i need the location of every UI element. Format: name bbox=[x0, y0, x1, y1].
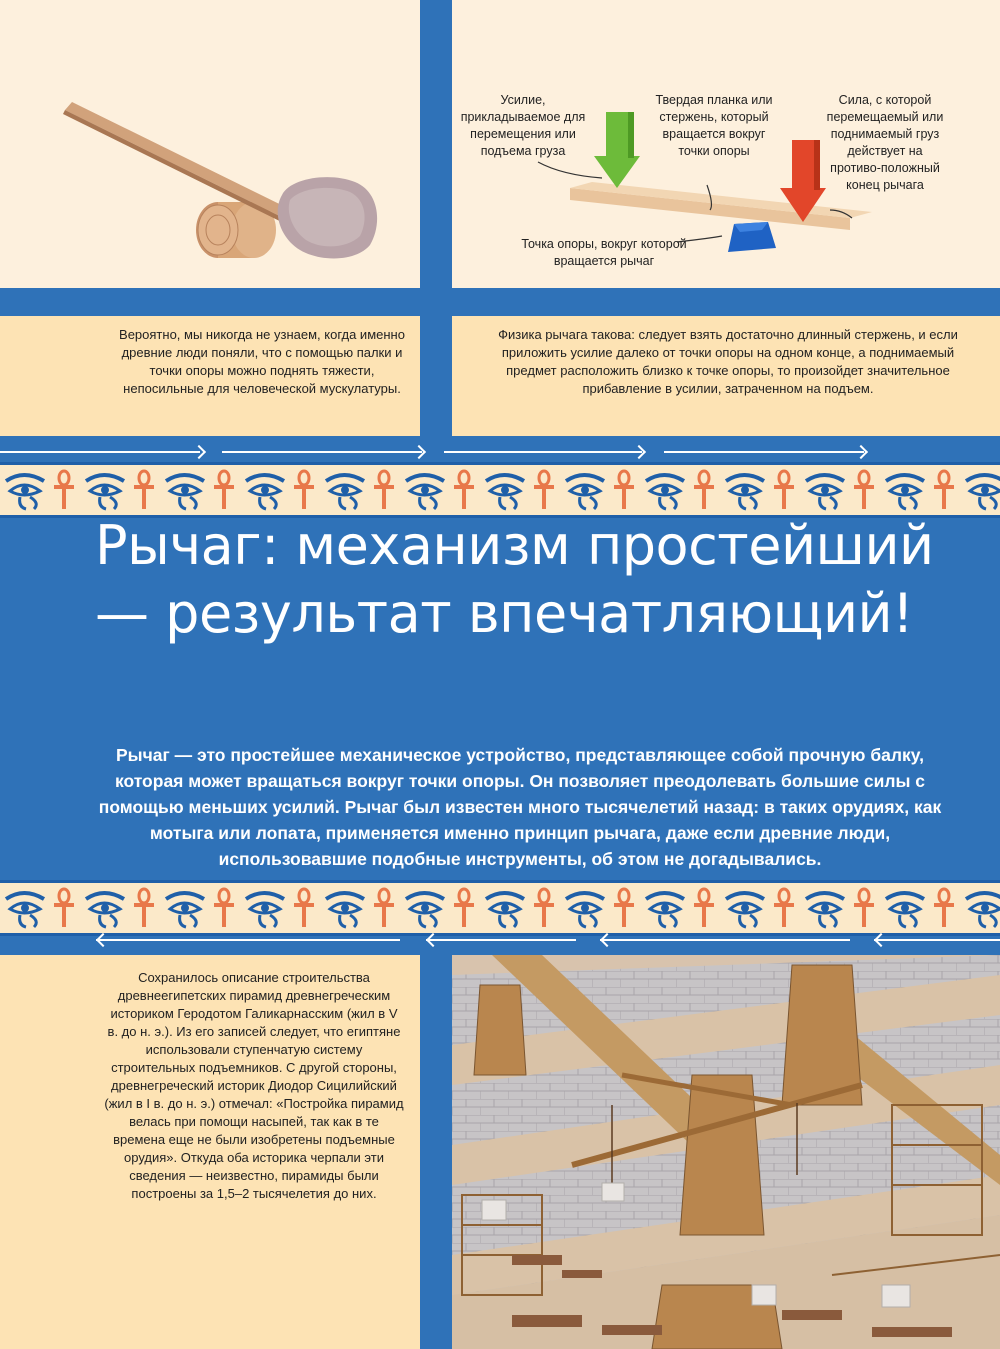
ankh-icon bbox=[934, 889, 954, 927]
eye-of-horus-icon bbox=[166, 893, 204, 927]
caption-panel-physics bbox=[452, 316, 1000, 436]
ankh-icon bbox=[614, 471, 634, 509]
eye-of-horus-icon bbox=[246, 893, 284, 927]
eye-of-horus-icon bbox=[966, 475, 1000, 509]
ankh-icon bbox=[614, 889, 634, 927]
stick-stone-illustration bbox=[0, 0, 420, 288]
ankh-icon bbox=[534, 889, 554, 927]
egyptian-frieze-top bbox=[0, 462, 1000, 518]
effort-arrow-icon bbox=[594, 112, 640, 188]
ankh-icon bbox=[694, 889, 714, 927]
ankh-icon bbox=[294, 471, 314, 509]
eye-of-horus-icon bbox=[646, 475, 684, 509]
fulcrum-label: Точка опоры, вокруг которой вращается рычаг bbox=[521, 237, 687, 268]
eye-of-horus-icon bbox=[886, 475, 924, 509]
eye-ankh-pattern bbox=[0, 883, 1000, 933]
ankh-icon bbox=[854, 889, 874, 927]
eye-of-horus-icon bbox=[726, 475, 764, 509]
ankh-icon bbox=[214, 889, 234, 927]
eye-of-horus-icon bbox=[726, 893, 764, 927]
eye-of-horus-icon bbox=[486, 893, 524, 927]
page-title: Рычаг: механизм простейший — результат впечатляющий! bbox=[95, 514, 934, 645]
eye-of-horus-icon bbox=[406, 893, 444, 927]
eye-of-horus-icon bbox=[86, 475, 124, 509]
ankh-icon bbox=[454, 889, 474, 927]
beam-label: Твердая планка или стержень, который вращается вокруг точки опоры bbox=[655, 93, 773, 158]
ankh-icon bbox=[454, 471, 474, 509]
caption-panel-ancient bbox=[0, 316, 420, 436]
ankh-icon bbox=[134, 889, 154, 927]
ankh-icon bbox=[534, 471, 554, 509]
egyptian-frieze-bottom bbox=[0, 880, 1000, 936]
eye-of-horus-icon bbox=[166, 475, 204, 509]
caption-ancient-people: Вероятно, мы никогда не узнаем, когда именно древние люди поняли, что с помощью палки и точки опоры можно поднять тяжести, непосильные для человеческой мускулатуры. bbox=[119, 327, 405, 396]
intro-paragraph: Рычаг — это простейшее механическое устройство, представляющее собой прочную балку, которая может вращаться вокруг точки опоры. Он позволяет преодолевать большие силы с помощью меньших усилий. Рычаг был известен много тысячелетий назад: в таких орудиях, как мотыга или лопата, применяется именно принцип рычага, даже если древние люди, использовавшие подобные инструменты, об этом не догадывались. bbox=[98, 745, 942, 869]
lever-diagram-panel bbox=[452, 0, 1000, 288]
eye-of-horus-icon bbox=[806, 893, 844, 927]
ankh-icon bbox=[934, 471, 954, 509]
ankh-icon bbox=[294, 889, 314, 927]
ankh-icon bbox=[854, 471, 874, 509]
eye-of-horus-icon bbox=[406, 475, 444, 509]
ankh-icon bbox=[374, 889, 394, 927]
ankh-icon bbox=[54, 471, 74, 509]
ankh-icon bbox=[214, 471, 234, 509]
ankh-icon bbox=[694, 471, 714, 509]
eye-of-horus-icon bbox=[326, 893, 364, 927]
eye-of-horus-icon bbox=[246, 475, 284, 509]
ankh-icon bbox=[54, 889, 74, 927]
ankh-icon bbox=[374, 471, 394, 509]
eye-ankh-pattern bbox=[0, 465, 1000, 515]
effort-label: Усилие, прикладываемое для перемещения или подъема груза bbox=[460, 93, 586, 158]
illustration-panel-stick-stone bbox=[0, 0, 420, 288]
eye-of-horus-icon bbox=[646, 893, 684, 927]
eye-of-horus-icon bbox=[86, 893, 124, 927]
ankh-icon bbox=[134, 471, 154, 509]
ankh-icon bbox=[774, 889, 794, 927]
eye-of-horus-icon bbox=[326, 475, 364, 509]
eye-of-horus-icon bbox=[566, 475, 604, 509]
load-label: Сила, с которой перемещаемый или поднимаемый груз действует на противо-положный конец рычага bbox=[826, 93, 944, 192]
eye-of-horus-icon bbox=[566, 893, 604, 927]
eye-of-horus-icon bbox=[6, 475, 44, 509]
eye-of-horus-icon bbox=[966, 893, 1000, 927]
ankh-icon bbox=[774, 471, 794, 509]
caption-physics: Физика рычага такова: следует взять достаточно длинный стержень, и если приложить усилие далеко от точки опоры на одном конце, а поднимаемый предмет расположить близко к точке опоры, то произойдет значительное прибавление в усилии, затраченном на подъем. bbox=[498, 327, 958, 396]
eye-of-horus-icon bbox=[886, 893, 924, 927]
eye-of-horus-icon bbox=[486, 475, 524, 509]
eye-of-horus-icon bbox=[6, 893, 44, 927]
pyramid-construction-illustration bbox=[452, 955, 1000, 1349]
caption-pyramids: Сохранилось описание строительства древнеегипетских пирамид древнегреческим историком Геродотом Галикарнасским (жил в V в. до н. э.). Из его записей следует, что египтяне использовали ступенчатую систему строительных подъемников. С другой стороны, древнегреческий историк Диодор Сицилийский (жил в I в. до н. э.) отмечал: «Постройка пирамид велась при помощи насыпей, так как в те времена еще не были изобретены подъемные орудия». Откуда оба историка черпали эти сведения — неизвестно, пирамиды были построены за 1,5–2 тысячелетия до них. bbox=[104, 970, 404, 1201]
eye-of-horus-icon bbox=[806, 475, 844, 509]
caption-panel-pyramids bbox=[0, 955, 420, 1349]
